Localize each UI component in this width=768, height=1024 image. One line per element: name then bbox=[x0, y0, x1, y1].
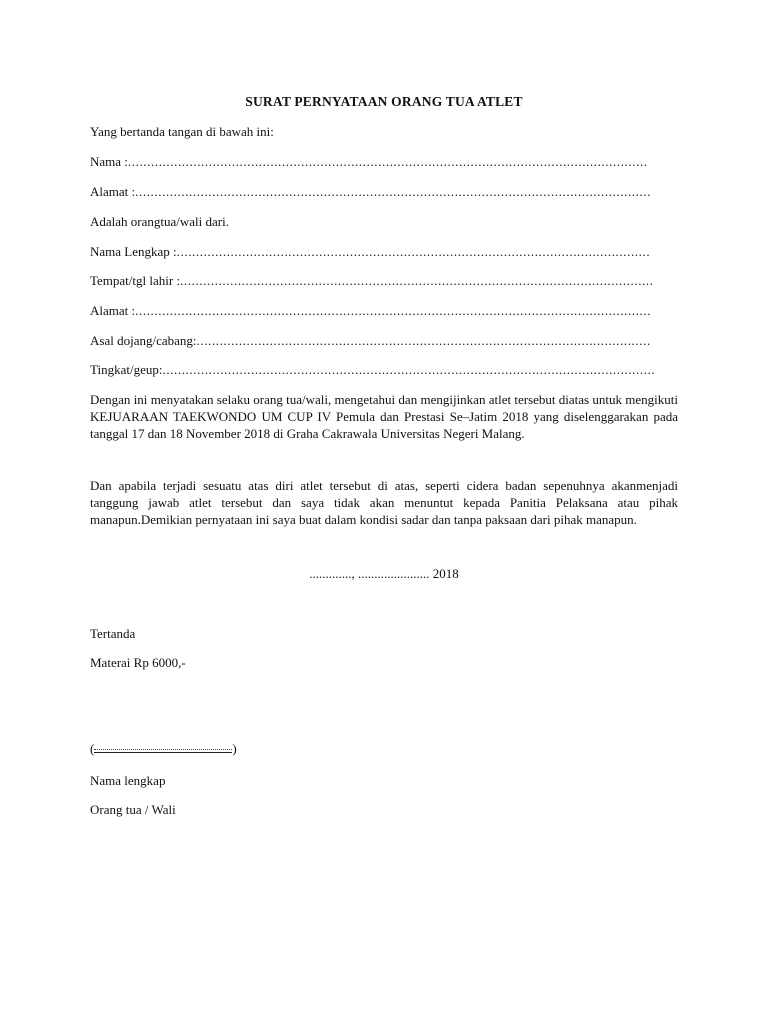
athlete-address-blank: ...................................................................................................................................... bbox=[135, 303, 652, 318]
athlete-name-label: Nama Lengkap : bbox=[90, 244, 177, 259]
parent-name-field bbox=[90, 154, 678, 170]
parent-name-label: Nama : bbox=[90, 154, 128, 169]
athlete-dojang-label: Asal dojang/cabang: bbox=[90, 333, 197, 348]
letter-page bbox=[90, 0, 678, 1024]
consent-paragraph: Dengan ini menyatakan selaku orang tua/wali, mengetahui dan mengijinkan atlet tersebut diatas untuk mengikuti KEJUARAAN TAEKWONDO UM CUP IV Pemula dan Prestasi Se–Jatim 2018 yang diselenggarakan pada tanggal 17 dan 18 November 2018 di Graha Cakrawala Universitas Negeri Malang. bbox=[90, 392, 678, 441]
athlete-address-label: Alamat : bbox=[90, 303, 136, 318]
parent-name-blank: ....................................................................................................................................... bbox=[127, 154, 648, 169]
signature-close-paren: ) bbox=[232, 741, 237, 756]
athlete-name-field bbox=[90, 244, 678, 260]
page-title: SURAT PERNYATAAN ORANG TUA ATLET bbox=[245, 94, 523, 109]
athlete-dojang-blank: ...................................................................................................................... bbox=[196, 333, 651, 348]
role-label: Orang tua / Wali bbox=[90, 802, 176, 817]
athlete-name-blank: ........................................................................................................................... bbox=[176, 244, 651, 259]
signature-name-blank bbox=[90, 741, 237, 757]
athlete-address-field bbox=[90, 303, 678, 319]
date-line: ............., ...................... 2018 bbox=[309, 566, 459, 581]
stamp-label: Materai Rp 6000,- bbox=[90, 655, 186, 670]
athlete-dojang-field bbox=[90, 333, 678, 349]
parent-address-blank: ...................................................................................................................................... bbox=[135, 184, 652, 199]
athlete-rank-label: Tingkat/geup: bbox=[90, 362, 163, 377]
signature-open-paren: ( bbox=[90, 741, 95, 756]
signature-line bbox=[94, 743, 232, 753]
liability-paragraph: Dan apabila terjadi sesuatu atas diri atlet tersebut di atas, seperti cidera badan sepenuhnya akanmenjadi tanggung jawab atlet tersebut dan saya tidak akan menuntut kepada Panitia Pelaksana atau pihak manapun.Demikian pernyataan ini saya buat dalam kondisi sadar dan tanpa paksaan dari pihak manapun. bbox=[90, 478, 678, 527]
athlete-birth-label: Tempat/tgl lahir : bbox=[90, 273, 181, 288]
full-name-label: Nama lengkap bbox=[90, 773, 166, 788]
athlete-rank-blank: ................................................................................................................................ bbox=[162, 362, 656, 377]
parent-address-field bbox=[90, 184, 678, 200]
athlete-rank-field bbox=[90, 362, 678, 378]
athlete-birth-blank: ........................................................................................................................... bbox=[180, 273, 654, 288]
intro-text: Yang bertanda tangan di bawah ini: bbox=[90, 124, 274, 139]
athlete-birth-field bbox=[90, 273, 678, 289]
parent-address-label: Alamat : bbox=[90, 184, 136, 199]
guardian-of-text: Adalah orangtua/wali dari. bbox=[90, 214, 229, 229]
signed-label: Tertanda bbox=[90, 626, 136, 641]
